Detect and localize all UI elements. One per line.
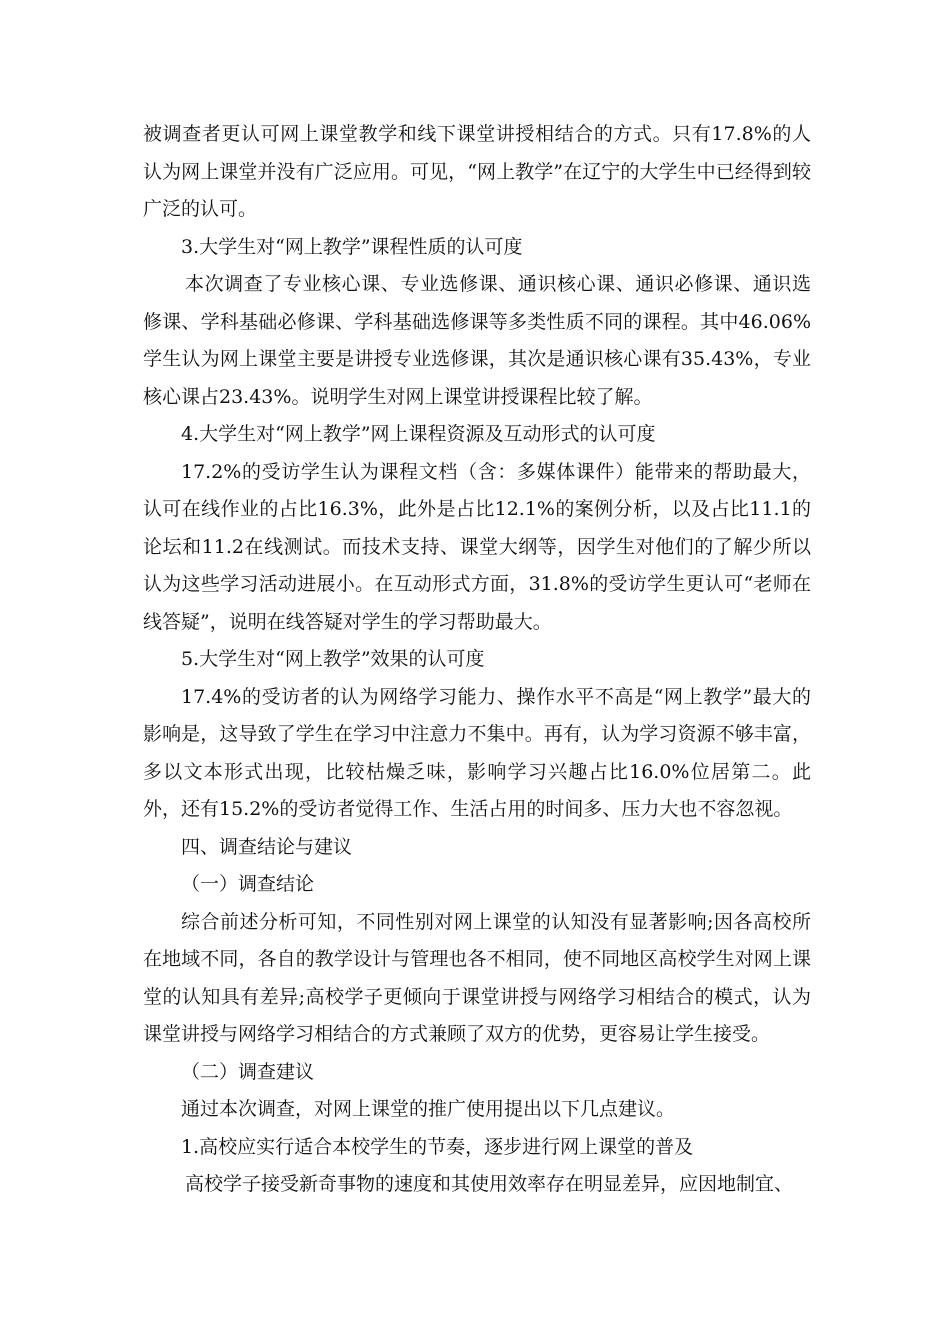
paragraph-survey-acceptance: 被调查者更认可网上课堂教学和线下课堂讲授相结合的方式。只有17.8%的人认为网上课堂并没有广泛应用。可见，“网上教学”在辽宁的大学生中已经得到较广泛的认可。 xyxy=(143,123,811,220)
paragraph-suggestions-intro: 通过本次调查，对网上课堂的推广使用提出以下几点建议。 xyxy=(181,1098,676,1120)
heading-effect: 5.大学生对“网上教学”效果的认可度 xyxy=(181,648,485,670)
document-body xyxy=(143,116,811,1204)
paragraph-resources-interaction: 17.2%的受访学生认为课程文档（含：多媒体课件）能带来的帮助最大，认可在线作业的占比16.3%，此外是占比12.1%的案例分析，以及占比11.1的论坛和11.2在线测试。而技术支持、课堂大纲等，因学生对他们的了解少所以认为这些学习活动进展小。在互动形式方面，31.8%的受访学生更认可“老师在线答疑”，说明在线答疑对学生的学习帮助最大。 xyxy=(143,460,811,633)
paragraph-suggestion-1: 高校学子接受新奇事物的速度和其使用效率存在明显差异，应因地制宜、 xyxy=(185,1173,794,1195)
paragraph-conclusion: 综合前述分析可知，不同性别对网上课堂的认知没有显著影响;因各高校所在地域不同，各自的教学设计与管理也各不相同，使不同地区高校学生对网上课堂的认知具有差异;高校学子更倾向于课堂讲授与网络学习相结合的模式，认为课堂讲授与网络学习相结合的方式兼顾了双方的优势，更容易让学生接受。 xyxy=(143,910,811,1045)
paragraph-course-nature: 本次调查了专业核心课、专业选修课、通识核心课、通识必修课、通识选修课、学科基础必修课、学科基础选修课等多类性质不同的课程。其中46.06%学生认为网上课堂主要是讲授专业选修课，其次是通识核心课有35.43%，专业核心课占23.43%。说明学生对网上课堂讲授课程比较了解。 xyxy=(143,273,811,408)
paragraph-effect: 17.4%的受访者的认为网络学习能力、操作水平不高是“网上教学”最大的影响是，这导致了学生在学习中注意力不集中。再有，认为学习资源不够丰富，多以文本形式出现，比较枯燥乏味，影响学习兴趣占比16.0%位居第二。此外，还有15.2%的受访者觉得工作、生活占用的时间多、压力大也不容忽视。 xyxy=(143,685,811,820)
heading-resources-interaction: 4.大学生对“网上教学”网上课程资源及互动形式的认可度 xyxy=(181,423,656,445)
heading-suggestions: （二）调查建议 xyxy=(181,1060,315,1083)
heading-conclusion: （一）调查结论 xyxy=(181,873,315,895)
heading-suggestion-1: 1.高校应实行适合本校学生的节奏，逐步进行网上课堂的普及 xyxy=(181,1135,694,1158)
heading-conclusion-suggestions: 四、调查结论与建议 xyxy=(181,835,353,858)
heading-course-nature: 3.大学生对“网上教学”课程性质的认可度 xyxy=(181,235,523,258)
